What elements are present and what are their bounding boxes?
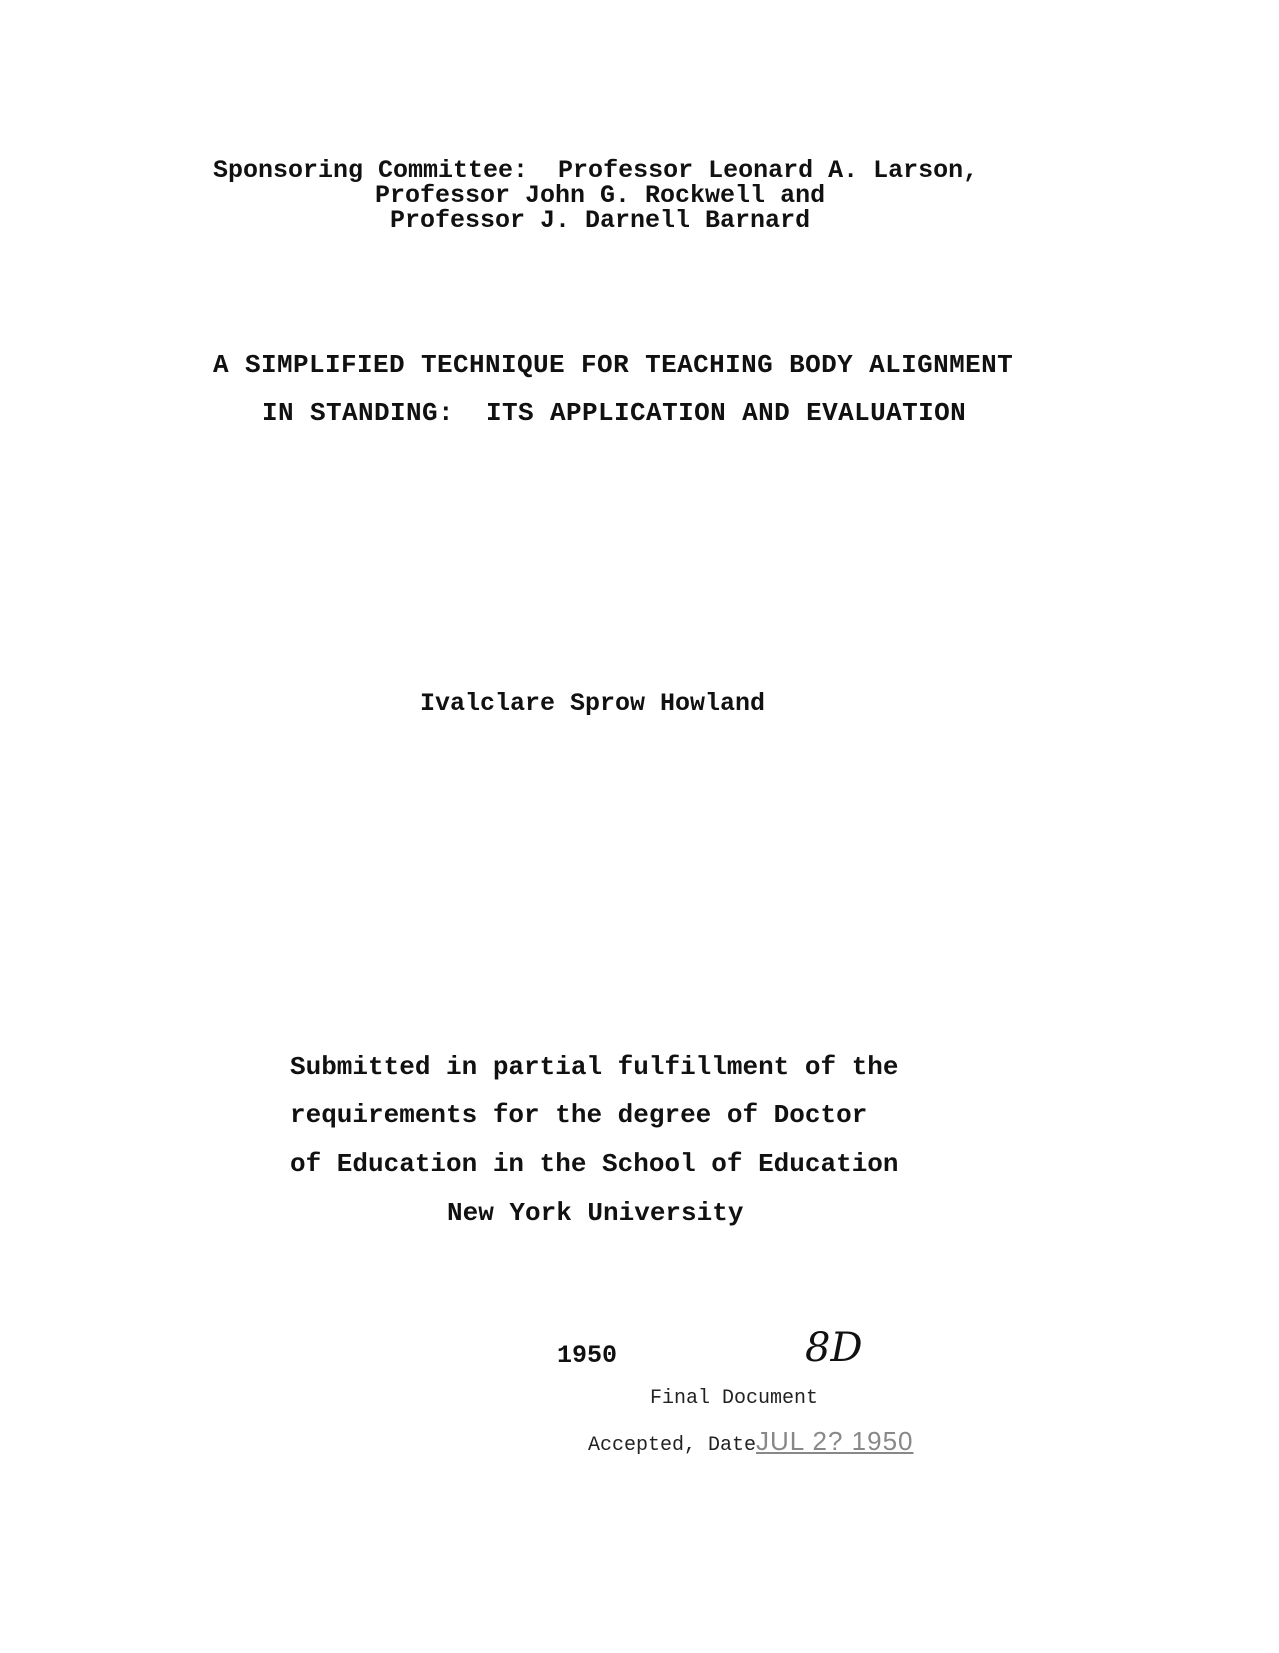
submission-line-3: of Education in the School of Education — [290, 1149, 899, 1179]
final-document-label: Final Document — [650, 1387, 819, 1410]
submission-line-2: requirements for the degree of Doctor — [290, 1100, 868, 1130]
committee-line-2: Professor John G. Rockwell and — [375, 181, 826, 210]
committee-line-3: Professor J. Darnell Barnard — [390, 206, 811, 235]
title-line-2: IN STANDING: ITS APPLICATION AND EVALUATION — [262, 398, 967, 428]
submission-line-4: New York University — [447, 1198, 744, 1228]
accepted-date-row — [588, 1426, 914, 1457]
accepted-date-stamp: JUL 2? 1950 — [756, 1426, 914, 1456]
handwritten-note: 8D — [805, 1325, 863, 1371]
author-name: Ivalclare Sprow Howland — [420, 689, 766, 718]
title-line-1: A SIMPLIFIED TECHNIQUE FOR TEACHING BODY ALIGNMENT — [213, 350, 1014, 380]
accepted-date-label: Accepted, Date — [588, 1434, 757, 1457]
committee-line-1: Sponsoring Committee: Professor Leonard A. Larson, — [213, 156, 979, 185]
submission-line-1: Submitted in partial fulfillment of the — [290, 1052, 899, 1082]
year: 1950 — [557, 1341, 618, 1370]
